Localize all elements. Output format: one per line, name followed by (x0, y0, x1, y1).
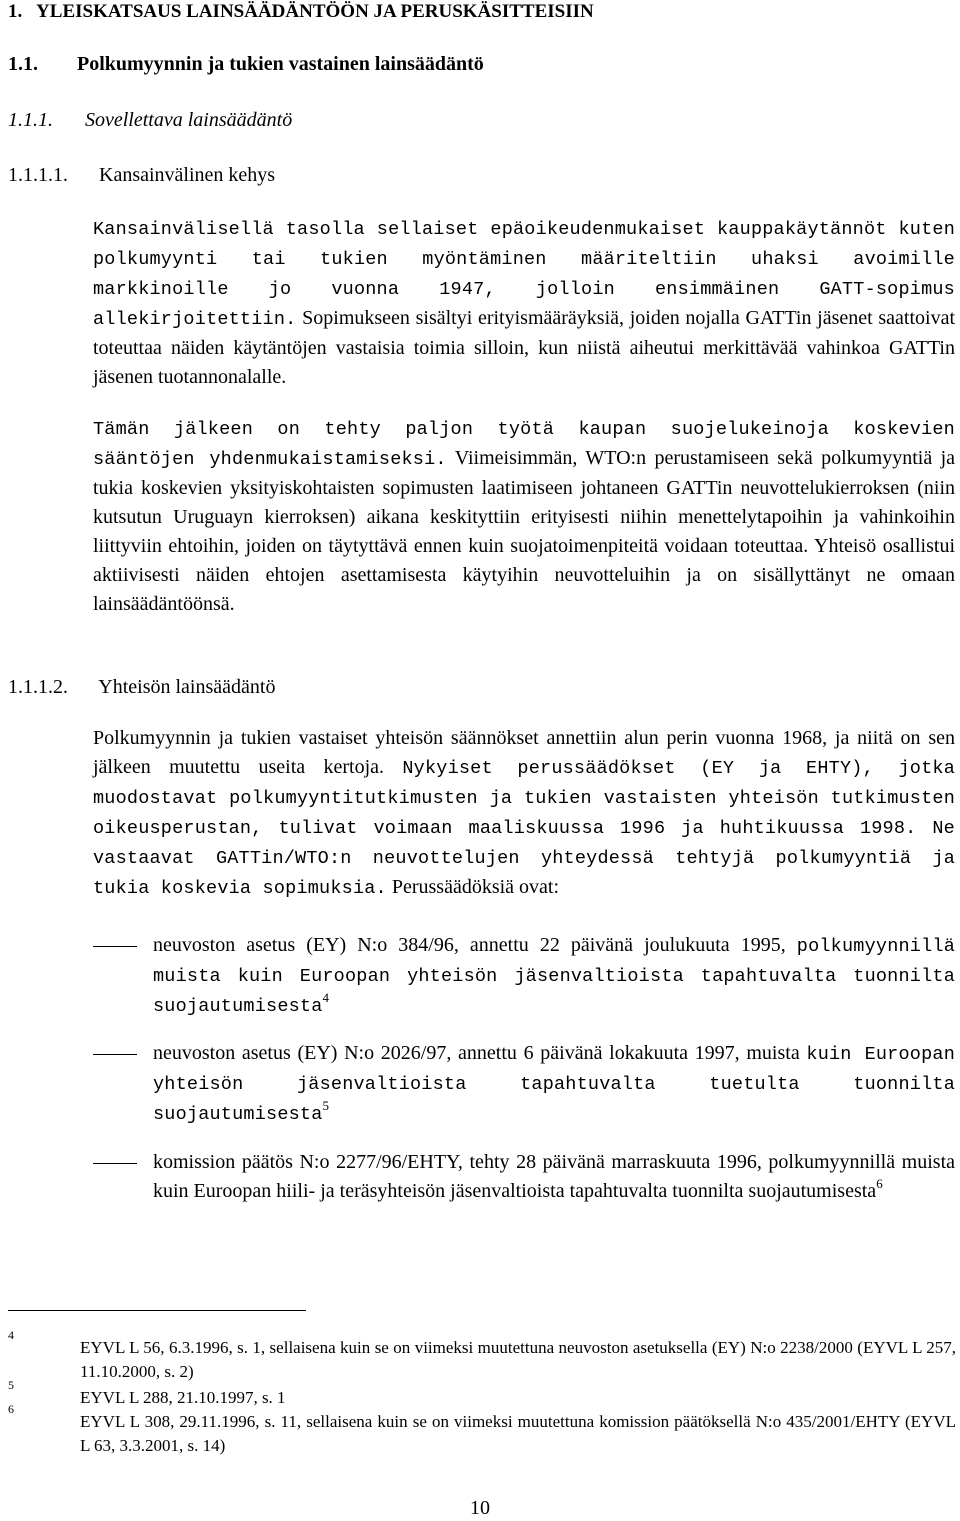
footnote-ref: 6 (876, 1176, 883, 1191)
list-item-segment: kuin Euroopan yhteisön jäsenvaltioista tapahtuvalta tuetulta tuonnilta suojautumisesta (153, 1044, 955, 1125)
list-item-segment: polkumyynnillä muista kuin Euroopan yhteisön jäsenvaltioista tapahtuvalta tuonnilta suojautumisesta (153, 936, 956, 1017)
paragraph-segment: Nykyiset perussäädökset (EY ja EHTY), jotka muodostavat polkumyyntitutkimusten ja tukien vastaisten yhteisön tutkimusten oikeusperustan, tulivat voimaan maaliskuussa 1996 ja huhtikuussa 1998. Ne vastaavat GATTin/WTO:n neuvottelujen yhteydessä tehtyjä polkumyyntiä ja tukia koskevia sopimuksia. (93, 758, 956, 899)
paragraph-international-framework (93, 214, 955, 392)
heading-text: Sovellettava lainsäädäntö (85, 109, 293, 131)
heading-level-2 (8, 52, 484, 76)
heading-number: 1.1.1.2. (8, 676, 68, 698)
list-item-segment: komission päätös N:o 2277/96/EHTY, tehty 28 päivänä marraskuuta 1996, polkumyynnillä muista kuin Euroopan hiili- ja teräsyhteisön jäsenvaltioista tapahtuvalta tuonnilta suojautumisesta (153, 1151, 955, 1202)
heading-text: Polkumyynnin ja tukien vastainen lainsäädäntö (77, 53, 484, 75)
footnote-ref: 4 (322, 990, 330, 1005)
paragraph-segment: Perussäädöksiä ovat: (391, 876, 560, 898)
heading-level-1 (8, 0, 594, 24)
heading-number: 1. (8, 1, 23, 22)
heading-level-4 (8, 163, 275, 187)
footnote-number: 6 (8, 1402, 14, 1416)
heading-level-4-community (8, 675, 275, 699)
list-item-text (153, 1148, 955, 1206)
footnote-text: EYVL L 308, 29.11.1996, s. 11, sellaisena kuin se on viimeksi muutettuna komission päätöksellä N:o 435/2001/EHTY (EYVL L 63, 3.3.2001, s. 14) (80, 1412, 956, 1455)
paragraph-segment: Viimeisimmän, WTO:n perustamiseen sekä polkumyyntiä ja tukia koskevien yksityiskohtaisten sopimusten laatimiseen johtaneen GATTin neuvottelukierroksen (niin kutsutun Uruguayn kierroksen) aikana keskityttiin erityisesti niihin menettelytapoihin ja vahinkoihin liittyviin ehtoihin, joiden on täytyttävä ennen kuin suojatoimenpiteitä voidaan toteuttaa. Yhteisö osallistui aktiivisesti näiden ehtojen asettamisesta käytyihin neuvotteluihin ja on sisällyttänyt ne omaan lainsäädäntöönsä. (93, 447, 956, 615)
paragraph-segment: Kansainvälisellä tasolla sellaiset epäoikeudenmukaiset kauppakäytännöt kuten polkumyynti tai tukien myöntäminen määriteltiin uhaksi avoimille markkinoille jo vuonna 1947, jolloin ensimmäinen GATT-sopimus allekirjoitettiin. (93, 219, 955, 330)
heading-number: 1.1. (8, 53, 38, 75)
paragraph-community-legislation (93, 724, 955, 903)
footnote-separator (8, 1310, 306, 1311)
heading-level-3 (8, 108, 292, 132)
footnote-ref: 5 (322, 1098, 330, 1113)
heading-text: Yhteisön lainsäädäntö (98, 676, 276, 698)
page-number: 10 (470, 1497, 490, 1519)
list-item-segment: neuvoston asetus (EY) N:o 2026/97, annettu 6 päivänä lokakuuta 1997, muista (153, 1042, 800, 1064)
footnote-number: 4 (8, 1328, 14, 1342)
list-item-text (153, 931, 955, 1021)
paragraph-harmonisation (93, 414, 955, 619)
list-item-text (153, 1039, 955, 1129)
footnote-text: EYVL L 56, 6.3.1996, s. 1, sellaisena kuin se on viimeksi muutettuna neuvoston asetuksella (EY) N:o 2238/2000 (EYVL L 257, 11.10.2000, s. 2) (80, 1338, 956, 1381)
footnote-text: EYVL L 288, 21.10.1997, s. 1 (80, 1388, 286, 1407)
dash-bullet (93, 1054, 137, 1055)
paragraph-segment: Tämän jälkeen on tehty paljon työtä kaupan suojelukeinoja koskevien sääntöjen yhdenmukaistamiseksi. (93, 419, 955, 470)
dash-bullet (93, 946, 137, 947)
heading-text: YLEISKATSAUS LAINSÄÄDÄNTÖÖN JA PERUSKÄSITTEISIIN (36, 1, 594, 22)
list-item-segment: neuvoston asetus (EY) N:o 384/96, annettu 22 päivänä joulukuuta 1995, (153, 934, 786, 956)
paragraph-segment: Polkumyynnin ja tukien vastaiset yhteisön säännökset annettiin alun perin vuonna 1968, ja niitä on sen jälkeen muutettu useita kertoja. (93, 727, 955, 778)
heading-number: 1.1.1.1. (8, 164, 68, 186)
footnote-number: 5 (8, 1378, 14, 1392)
dash-bullet (93, 1163, 137, 1164)
heading-number: 1.1.1. (8, 109, 53, 131)
paragraph-segment: Sopimukseen sisältyi erityismääräyksiä, joiden nojalla GATTin jäsenet saattoivat toteuttaa näiden käytäntöjen vastaisia toimia silloin, kun niistä aiheutui merkittävää vahinkoa GATTin jäsenen tuotannonalalle. (93, 307, 956, 388)
heading-text: Kansainvälinen kehys (99, 164, 276, 186)
